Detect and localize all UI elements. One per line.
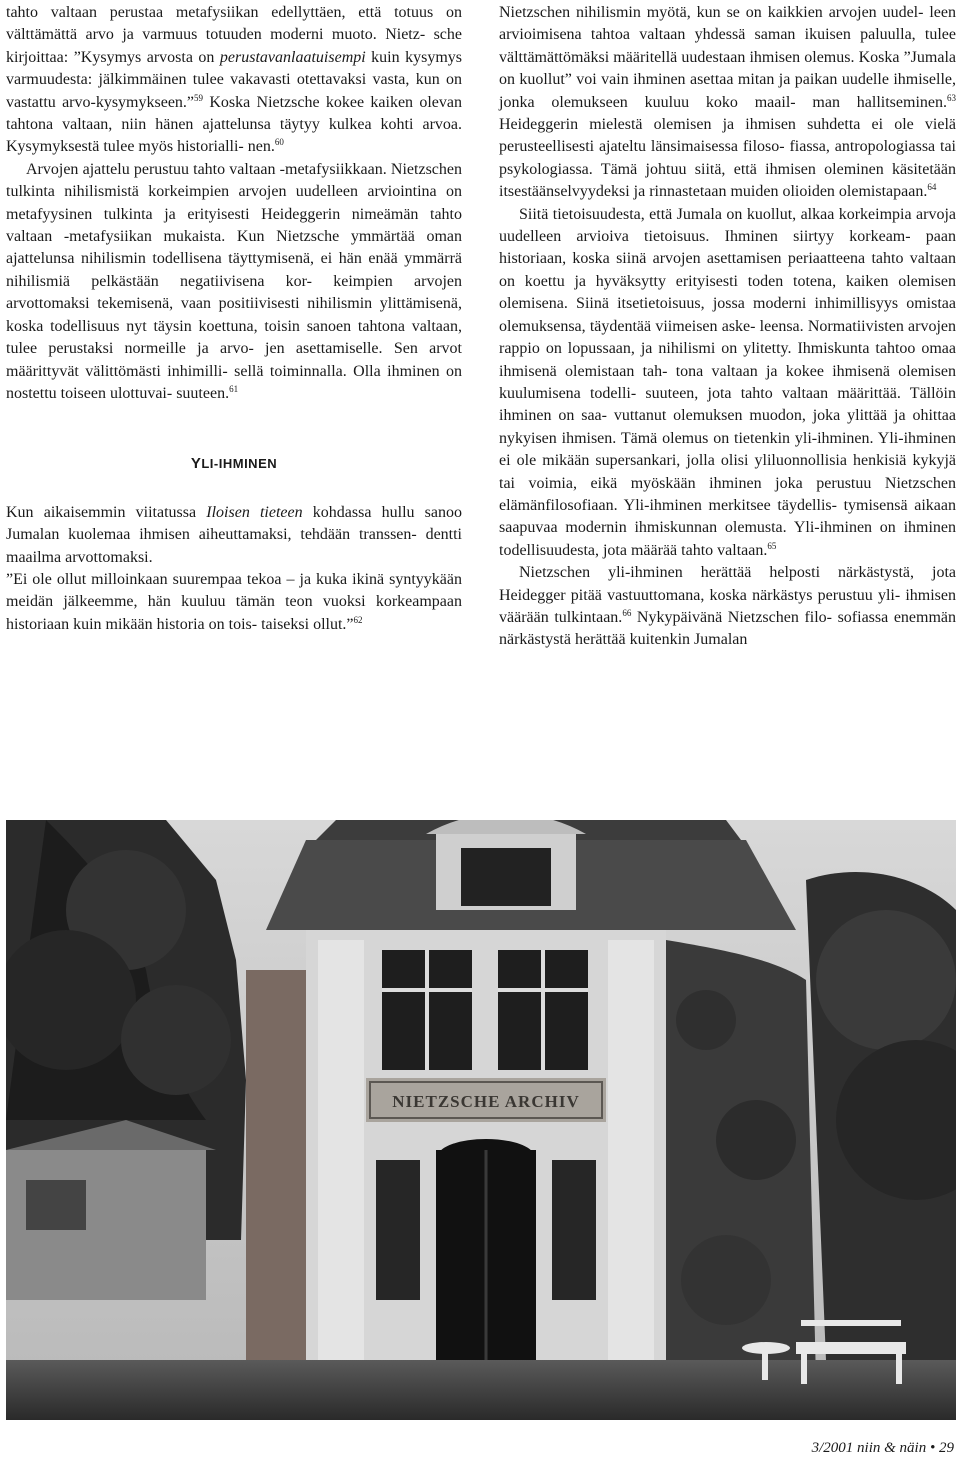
heading-rest: LI-IHMINEN (201, 456, 278, 472)
paragraph (499, 562, 956, 652)
footnote-ref: 61 (229, 383, 239, 394)
section-heading (6, 453, 462, 475)
separator: • (929, 1440, 936, 1456)
quote-text: ”Ei ole ollut milloinkaan suurempaa tekoa – ja kuka ikinä syntyykään meidän jälkeemme, hän kuuluu tämän teon vuoksi korkeampaan historiaan kuin mikään historia on tois- taiseksi ollut.” (6, 570, 462, 633)
footnote-ref: 62 (353, 614, 363, 625)
heading-initial: Y (190, 455, 202, 473)
building-photo-illustration (6, 820, 956, 1420)
right-column (499, 2, 956, 652)
text-run: Koska Nietzsche kokee kaiken olevan tahtona valtaan, niin hänen ajattelunsa täytyy kulkea kohti arvoa. Kysymyksestä tulee myös historialli- nen. (6, 93, 462, 156)
emphasis: Iloisen tieteen (206, 503, 303, 521)
page-footer (812, 1440, 954, 1457)
paragraph (6, 2, 462, 159)
text-run: Siitä tietoisuudesta, että Jumala on kuollut, alkaa korkeimpia arvoja uudelleen arvioiva tietoisuus. Ihminen siirtyy korkeam- paan historiaan, koska siinä arvojen asettamisen periaatteena tahto valtaan on koettu ja hyväksytty erityisesti toden totena, kaiken olemisen olemisena. Siinä itsetietoisuus, jossa moderni inhimillisyys omistaa olemuksensa, täydentää viimeisen aske- leensa. Normatiivisten arvojen rappio on lopussaan, ja nihilismi on ylitetty. Ihmiskunta tahtoo omaa ihmisenä olemistaan tah- tona valtaan ja kokee ihmisenä olemisen kuulumisena todelli- suuteen, jota tahto valtaan määrittää. Tällöin ihminen on saa- vuttanut olemuksen muodon, joka ylittää ja ohittaa nykyisen ihmisen. Tämä olemus on tietenkin yli-ihminen. Yli-ihminen ei ole mikään supersankari, jolla olisi yliluonnollisia henkisiä kykyjä tai voimia, eikä myöskään ihminen joka perustuu Nietzschen elämänfilosofiaan. Yli-ihminen merkitsee täydellis- tymisensä aikaan saapuvaa modernin ihmiskunnan olemusta. Yli-ihminen on ihminen todellisuudesta, jota määrää tahto valtaan. (499, 205, 956, 559)
issue-label: 3/2001 niin & näin (811, 1440, 927, 1456)
text-run: Heideggerin mielestä olemisen ja ihmisen suhdetta ei ole vielä perusteellisesti ajateltu länsimaisessa filoso- fiassa, antropologiassa tai psykologiassa. Tämä johtuu siitä, että ihmisen oleminen käsitetään itsestäänselvyydeksi ja rinnastetaan muiden olioiden olemistapaan. (499, 116, 956, 201)
paragraph (499, 2, 956, 204)
footnote-ref: 64 (927, 182, 937, 193)
left-column (6, 2, 462, 636)
footnote-ref: 65 (767, 540, 777, 551)
footnote-ref: 66 (622, 607, 632, 618)
text-run: Arvojen ajattelu perustuu tahto valtaan -metafysiikkaan. Nietzschen tulkinta nihilismistä korkeimpien arvojen uudelleen arviointina on metafyysinen tulkinta ja erityisesti Heideggerin nimeämän tahto valtaan -metafysiikan mukaista. Kun Nietzsche ymmärtää oman ajattelunsa nihilismin todellisena täyttymisenä, ei hän enää ymmärrä nihilismiä pelkästään negatiivisena kor- keimpien arvojen arvottomaksi tekemisenä, vaan positiivisesti nihilismin ylittämisenä, koska todellisuus nyt täysin koettuna, toisin sanoen tahtona valtaan, tulee perustaksi normeille ja arvo- jen asettamiselle. Sen arvot määrittyvät välittömästi inhimilli- sellä toiminnalla. Olla ihminen on nostettu toiseen ulottuvai- suuteen. (6, 160, 462, 402)
page-number: 29 (939, 1440, 954, 1456)
text-run: Kun aikaisemmin viitatussa (6, 503, 207, 521)
sign-text: NIETZSCHE ARCHIV (392, 1092, 580, 1111)
text-run: Nietzschen yli-ihminen herättää helposti närkästystä, jota Heidegger pitää vastuuttomana, koska närkästys perustuu yli- ihmisen väärään tulkintaan. (499, 564, 956, 626)
paragraph (6, 502, 462, 569)
text-run: Nykypäivänä Nietzschen filo- sofiassa enemmän närkästystä herättää kuitenkin Jumalan (499, 608, 957, 649)
text-run: Nietzschen nihilismin myötä, kun se on kaikkien arvojen uudel- leen arvioimisena tahtoa valtaan yhdessä saman ikuisen paluulla, tulee välttämättömäksi määritellä uudestaan ihmisen olemus. Koska ”Jumala on kuollut” voi vain ihminen asettaa mitan ja paikan uudelle ihmiselle, jonka olemukseen kuuluu koko maail- man hallitseminen. (499, 4, 956, 111)
emphasis: perustavanlaatuisempi (219, 48, 366, 66)
text-run: tahto valtaan perustaa metafysiikan edellyttäen, että totuus on välttämättä arvo ja varmuus totuuden moderni muoto. Nietz- sche kirjoittaa: ”Kysymys arvosta on (6, 4, 462, 66)
building-photo (6, 820, 956, 1420)
footnote-ref: 59 (194, 92, 204, 103)
paragraph (499, 204, 956, 563)
block-quote (6, 569, 462, 636)
paragraph (6, 159, 462, 405)
footnote-ref: 63 (947, 92, 956, 103)
text-run: kuin kysymys varmuudesta: jälkimmäinen tulee vakavasti otettavaksi vasta, kun on vastattu arvo-kysymykseen.” (6, 48, 463, 111)
text-run: kohdassa hullu sanoo Jumalan kuolemaa ihmisen aiheuttamaksi, tehdään transsen- dentti maailma arvottomaksi. (6, 503, 463, 566)
footnote-ref: 60 (274, 137, 284, 148)
